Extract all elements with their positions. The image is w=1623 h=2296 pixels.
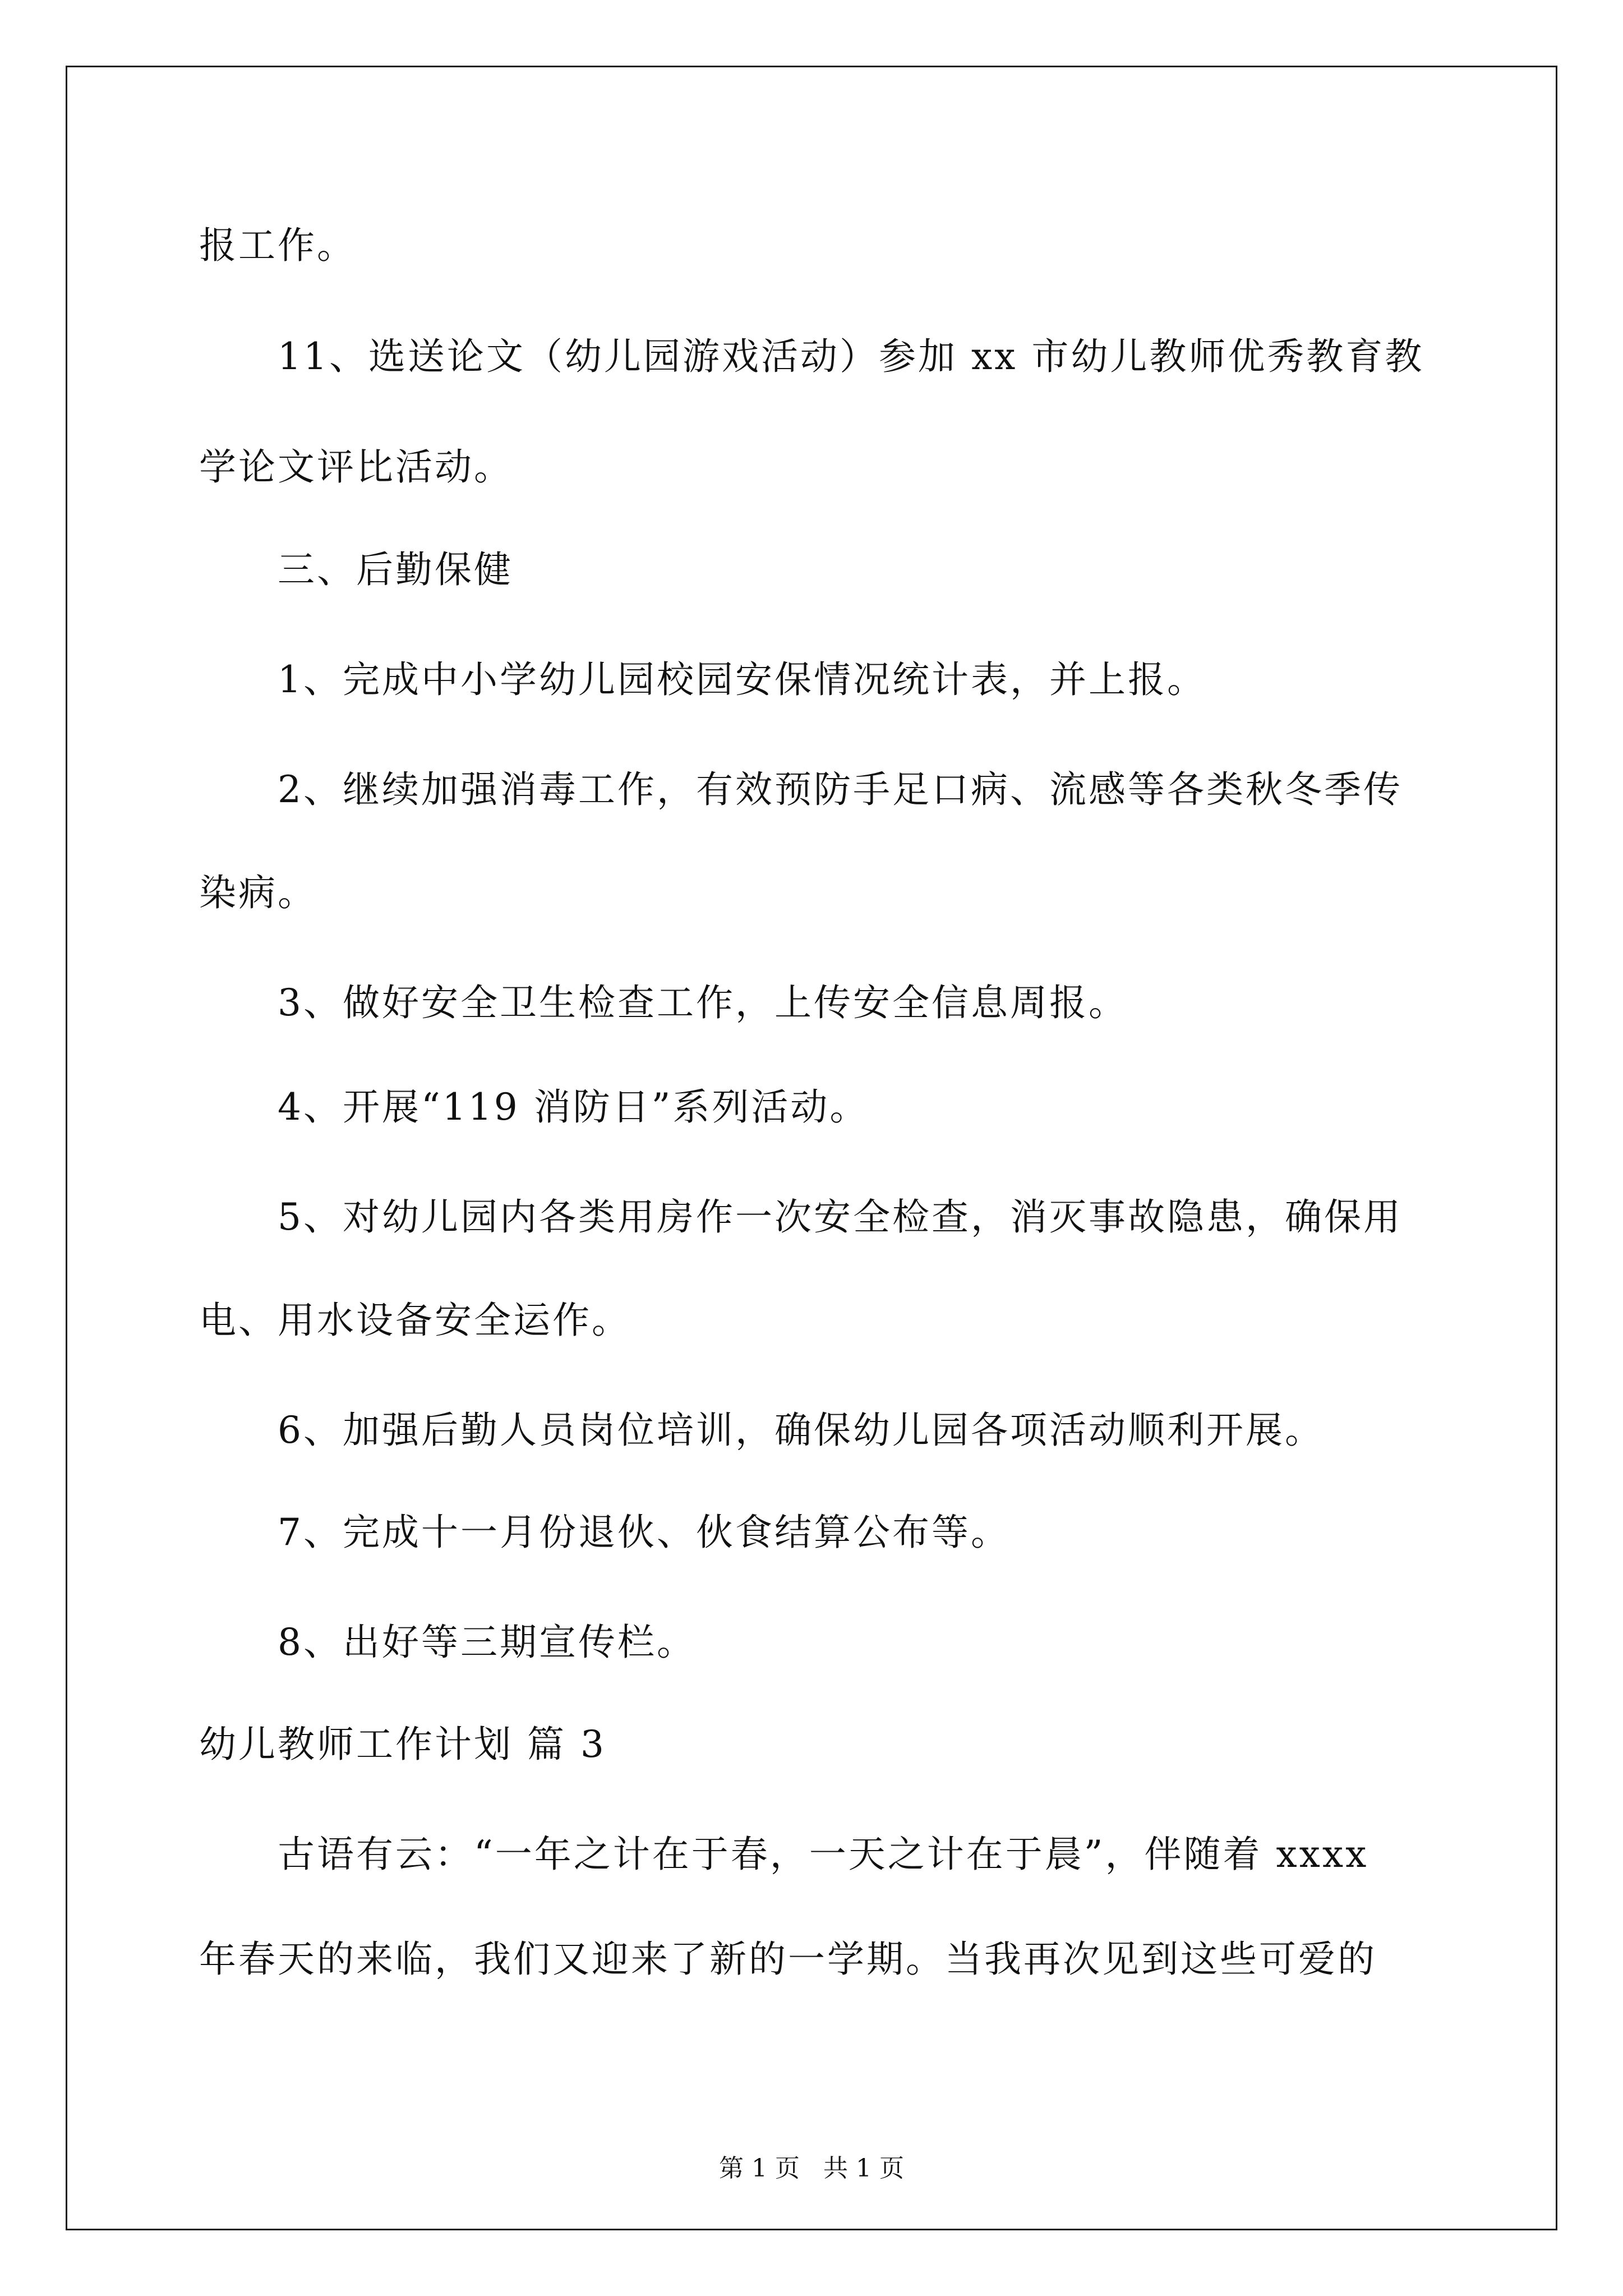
body-line: 1、完成中小学幼儿园校园安保情况统计表，并上报。 <box>278 658 1206 701</box>
page-number-footer: 第 1 页 共 1 页 <box>719 2154 904 2183</box>
body-line: 5、对幼儿园内各类用房作一次安全检查，消灭事故隐患，确保用 <box>278 1195 1403 1239</box>
page-border <box>66 66 1557 2230</box>
body-line: 古语有云：“一年之计在于春，一天之计在于晨”，伴随着 xxxx <box>278 1833 1369 1876</box>
article-heading: 幼儿教师工作计划 篇 3 <box>199 1723 606 1766</box>
body-line: 2、继续加强消毒工作，有效预防手足口病、流感等各类秋冬季传 <box>278 768 1403 811</box>
section-heading: 三、后勤保健 <box>278 548 513 591</box>
body-line: 学论文评比活动。 <box>199 445 513 489</box>
body-line: 染病。 <box>199 871 317 914</box>
body-line: 电、用水设备安全运作。 <box>199 1299 631 1342</box>
body-line: 年春天的来临，我们又迎来了新的一学期。当我再次见到这些可爱的 <box>199 1938 1377 1981</box>
body-line: 11、选送论文（幼儿园游戏活动）参加 xx 市幼儿教师优秀教育教 <box>278 335 1424 378</box>
body-line: 3、做好安全卫生检查工作，上传安全信息周报。 <box>278 981 1128 1024</box>
body-line: 4、开展“119 消防日”系列活动。 <box>278 1085 869 1129</box>
body-line: 报工作。 <box>199 224 356 267</box>
body-line: 8、出好等三期宣传栏。 <box>278 1621 696 1664</box>
body-line: 7、完成十一月份退伙、伙食结算公布等。 <box>278 1511 1010 1554</box>
body-line: 6、加强后勤人员岗位培训，确保幼儿园各项活动顺利开展。 <box>278 1409 1324 1452</box>
